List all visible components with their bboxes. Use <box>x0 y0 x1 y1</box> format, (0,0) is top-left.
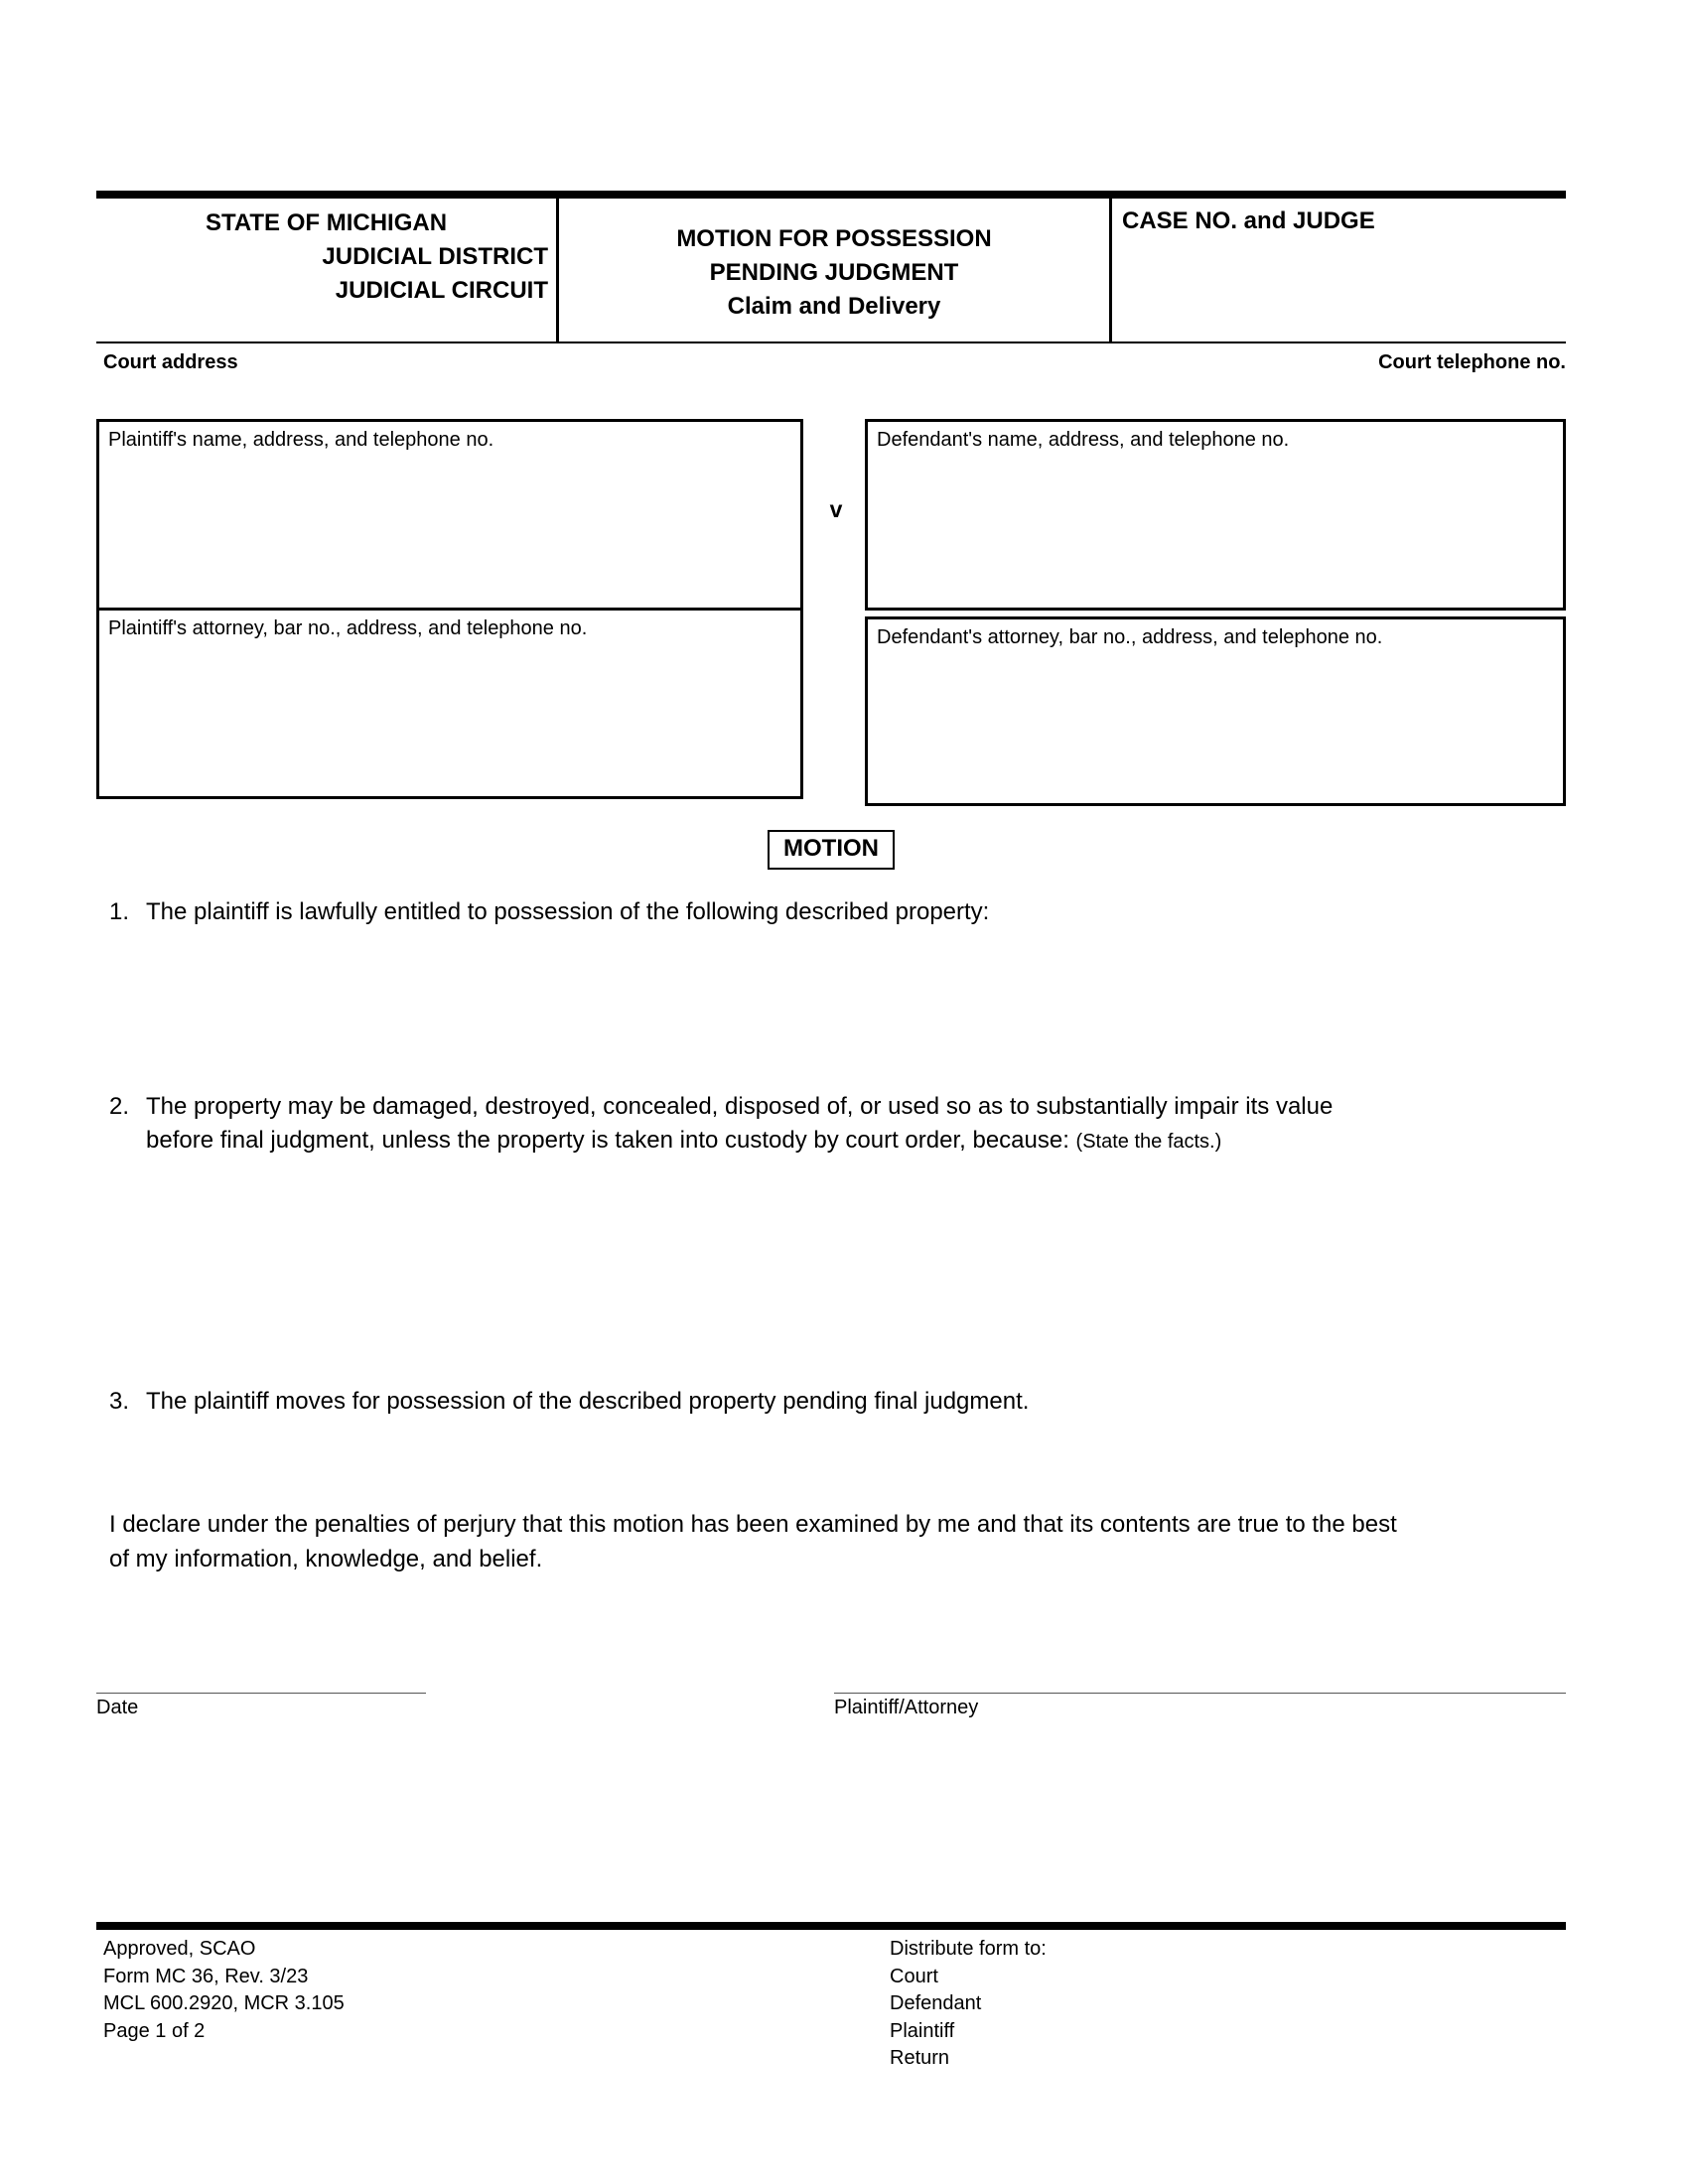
distribute-plaintiff: Plaintiff <box>890 2019 955 2042</box>
motion-item-3 <box>96 1385 1566 1419</box>
form-number-line: Form MC 36, Rev. 3/23 <box>103 1965 309 1987</box>
defendant-attorney-box-label: Defendant's attorney, bar no., address, and telephone no. <box>877 626 1383 648</box>
item-1-number: 1. <box>109 898 130 925</box>
form-title-section <box>556 199 1112 341</box>
item-2-text-line2 <box>146 1124 1526 1159</box>
form-title-line3: Claim and Delivery <box>727 293 941 320</box>
versus-label: v <box>829 496 843 522</box>
distribution-list <box>890 1936 1047 2073</box>
plaintiff-name-label: Plaintiff's name, address, and telephone no. <box>108 429 494 451</box>
court-telephone-label: Court telephone no. <box>1378 351 1566 373</box>
defendant-attorney-field[interactable] <box>865 616 1566 806</box>
item-1-text: The plaintiff is lawfully entitled to possession of the following described property: <box>146 898 990 925</box>
defendant-name-field[interactable] <box>865 419 1566 611</box>
approved-scao-line: Approved, SCAO <box>103 1938 256 1960</box>
legal-citations-line: MCL 600.2920, MCR 3.105 <box>103 1992 345 2014</box>
form-title-line1: MOTION FOR POSSESSION <box>676 225 992 252</box>
declaration-line1: I declare under the penalties of perjury that this motion has been examined by me and that its contents are true to the best <box>109 1511 1397 1538</box>
court-address-row <box>96 347 1566 374</box>
distribute-court: Court <box>890 1965 938 1987</box>
case-number-label: CASE NO. and JUDGE <box>1122 207 1375 234</box>
plaintiff-attorney-field[interactable] <box>96 608 803 799</box>
plaintiff-attorney-signature-label: Plaintiff/Attorney <box>834 1697 979 1718</box>
motion-item-1 <box>96 895 1566 929</box>
motion-item-2 <box>96 1090 1566 1159</box>
motion-heading-wrap <box>96 830 1566 870</box>
date-label: Date <box>96 1697 139 1718</box>
footer-rule <box>96 1922 1566 1930</box>
judicial-district-label: JUDICIAL DISTRICT <box>322 243 548 270</box>
facts-field[interactable] <box>146 1181 1516 1365</box>
plaintiff-attorney-signature-field[interactable] <box>834 1693 1566 1719</box>
declaration-line2: of my information, knowledge, and belief. <box>109 1546 543 1572</box>
item-2-text-line1: The property may be damaged, destroyed, concealed, disposed of, or used so as to substantially impair its value <box>146 1093 1334 1120</box>
perjury-declaration <box>96 1507 1566 1576</box>
date-signature-field[interactable] <box>96 1693 426 1719</box>
distribute-defendant: Defendant <box>890 1992 982 2014</box>
page-number-line: Page 1 of 2 <box>103 2019 206 2042</box>
state-title: STATE OF MICHIGAN <box>205 209 448 236</box>
plaintiff-attorney-box-label: Plaintiff's attorney, bar no., address, and telephone no. <box>108 617 588 639</box>
item-3-text: The plaintiff moves for possession of the described property pending final judgment. <box>146 1388 1030 1415</box>
item-2-number: 2. <box>109 1093 130 1120</box>
case-number-field[interactable] <box>1112 199 1566 341</box>
form-title-line2: PENDING JUDGMENT <box>709 259 959 286</box>
distribute-return: Return <box>890 2047 950 2069</box>
court-address-label: Court address <box>103 351 238 373</box>
defendant-name-label: Defendant's name, address, and telephone no. <box>877 429 1290 451</box>
court-jurisdiction-section <box>96 199 556 341</box>
judicial-circuit-label: JUDICIAL CIRCUIT <box>335 277 548 304</box>
caption-header <box>96 199 1566 343</box>
motion-heading: MOTION <box>768 830 895 870</box>
property-description-field[interactable] <box>146 943 1516 1077</box>
distribute-label: Distribute form to: <box>890 1938 1047 1960</box>
form-identification <box>103 1936 345 2045</box>
state-facts-note: (State the facts.) <box>1075 1131 1222 1153</box>
item-3-number: 3. <box>109 1388 130 1415</box>
plaintiff-name-field[interactable] <box>96 419 803 611</box>
item-2-text-line2-main: before final judgment, unless the property is taken into custody by court order, because: <box>146 1127 1069 1154</box>
top-rule <box>96 191 1566 199</box>
